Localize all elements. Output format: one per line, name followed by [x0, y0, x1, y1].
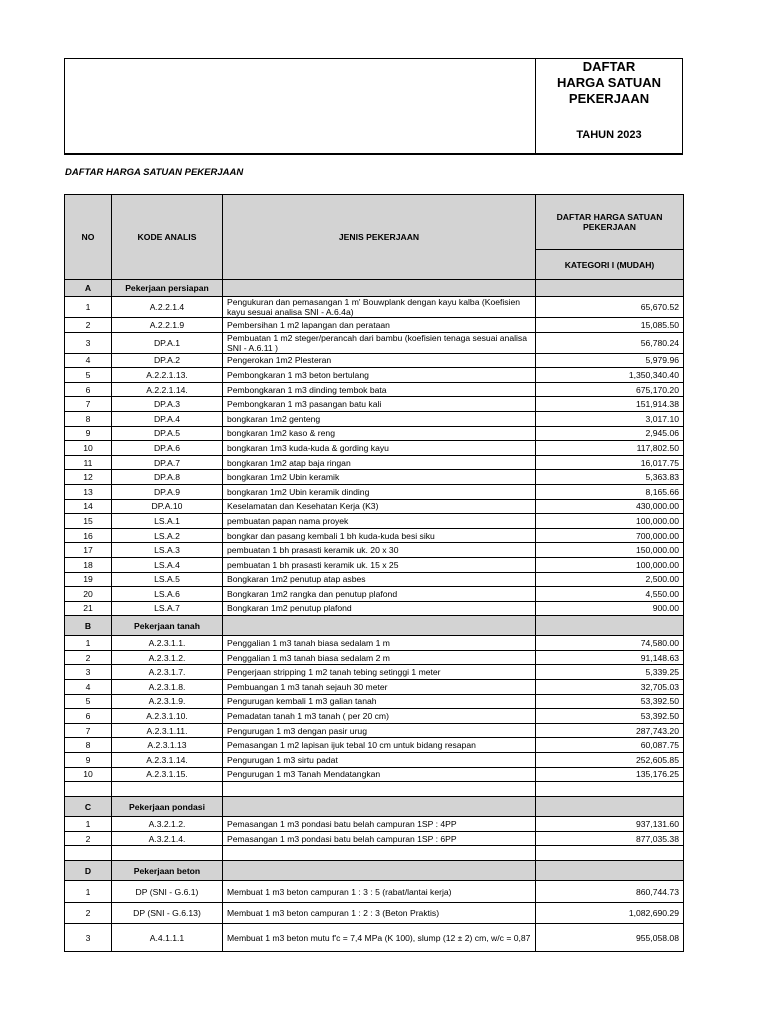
row-kode-analis: A.2.2.1.14.	[112, 382, 223, 397]
row-jenis-pekerjaan: pembuatan 1 bh prasasti keramik uk. 15 x 25	[223, 557, 536, 572]
table-row	[65, 297, 684, 318]
empty-cell	[112, 782, 223, 797]
row-harga: 900.00	[536, 601, 684, 616]
table-row	[65, 499, 684, 514]
row-kode-analis: LS.A.1	[112, 514, 223, 529]
table-row	[65, 572, 684, 587]
row-jenis-pekerjaan: bongkaran 1m2 Ubin keramik dinding	[223, 484, 536, 499]
table-row	[65, 723, 684, 738]
row-harga: 955,058.08	[536, 924, 684, 952]
row-jenis-pekerjaan: Penggalian 1 m3 tanah biasa sedalam 1 m	[223, 636, 536, 651]
row-harga: 2,945.06	[536, 426, 684, 441]
section-empty-cell	[536, 280, 684, 297]
table-row	[65, 709, 684, 724]
row-number: 1	[65, 636, 112, 651]
row-number: 2	[65, 903, 112, 924]
row-number: 17	[65, 543, 112, 558]
row-jenis-pekerjaan: Pengerokan 1m2 Plesteran	[223, 353, 536, 368]
row-jenis-pekerjaan: Bongkaran 1m2 penutup atap asbes	[223, 572, 536, 587]
row-kode-analis: DP.A.1	[112, 332, 223, 353]
row-jenis-pekerjaan: Pemasangan 1 m2 lapisan ijuk tebal 10 cm untuk bidang resapan	[223, 738, 536, 753]
row-jenis-pekerjaan: Bongkaran 1m2 rangka dan penutup plafond	[223, 587, 536, 602]
row-jenis-pekerjaan: Pengurugan 1 m3 sirtu padat	[223, 753, 536, 768]
section-empty-cell	[536, 616, 684, 636]
row-harga: 860,744.73	[536, 881, 684, 903]
row-harga: 32,705.03	[536, 680, 684, 695]
section-code: D	[65, 861, 112, 881]
row-number: 3	[65, 924, 112, 952]
row-harga: 287,743.20	[536, 723, 684, 738]
row-harga: 100,000.00	[536, 514, 684, 529]
row-jenis-pekerjaan: pembuatan papan nama proyek	[223, 514, 536, 529]
empty-cell	[223, 846, 536, 861]
table-row	[65, 332, 684, 353]
row-kode-analis: DP.A.10	[112, 499, 223, 514]
row-kode-analis: DP.A.5	[112, 426, 223, 441]
row-number: 2	[65, 318, 112, 333]
table-row	[65, 318, 684, 333]
document-subtitle: DAFTAR HARGA SATUAN PEKERJAAN	[65, 167, 244, 178]
section-empty-cell	[223, 616, 536, 636]
row-number: 11	[65, 455, 112, 470]
row-harga: 2,500.00	[536, 572, 684, 587]
row-harga: 151,914.38	[536, 397, 684, 412]
empty-cell	[65, 846, 112, 861]
row-jenis-pekerjaan: bongkaran 1m3 kuda-kuda & gording kayu	[223, 441, 536, 456]
row-number: 9	[65, 426, 112, 441]
row-harga: 430,000.00	[536, 499, 684, 514]
empty-cell	[112, 846, 223, 861]
row-jenis-pekerjaan: Pemasangan 1 m3 pondasi batu belah campuran 1SP : 4PP	[223, 817, 536, 832]
table-row	[65, 382, 684, 397]
row-number: 16	[65, 528, 112, 543]
col-header-no: NO	[65, 195, 112, 280]
row-harga: 16,017.75	[536, 455, 684, 470]
row-jenis-pekerjaan: Pemasangan 1 m3 pondasi batu belah campuran 1SP : 6PP	[223, 831, 536, 846]
row-harga: 700,000.00	[536, 528, 684, 543]
row-harga: 135,176.25	[536, 767, 684, 782]
row-jenis-pekerjaan: Pengurugan 1 m3 dengan pasir urug	[223, 723, 536, 738]
row-kode-analis: A.2.3.1.7.	[112, 665, 223, 680]
row-harga: 3,017.10	[536, 411, 684, 426]
table-row	[65, 738, 684, 753]
document-header-box	[64, 58, 683, 154]
row-jenis-pekerjaan: pembuatan 1 bh prasasti keramik uk. 20 x 30	[223, 543, 536, 558]
row-harga: 53,392.50	[536, 709, 684, 724]
table-row	[65, 411, 684, 426]
row-harga: 252,605.85	[536, 753, 684, 768]
col-header-kategori: KATEGORI I (MUDAH)	[536, 250, 684, 280]
row-kode-analis: LS.A.7	[112, 601, 223, 616]
row-number: 8	[65, 411, 112, 426]
row-kode-analis: A.2.2.1.9	[112, 318, 223, 333]
row-jenis-pekerjaan: bongkaran 1m2 kaso & reng	[223, 426, 536, 441]
row-harga: 5,363.83	[536, 470, 684, 485]
row-harga: 877,035.38	[536, 831, 684, 846]
row-harga: 65,670.52	[536, 297, 684, 318]
row-number: 5	[65, 368, 112, 383]
row-harga: 937,131.60	[536, 817, 684, 832]
row-number: 21	[65, 601, 112, 616]
row-kode-analis: A.2.3.1.13	[112, 738, 223, 753]
row-kode-analis: DP.A.9	[112, 484, 223, 499]
table-row	[65, 601, 684, 616]
row-number: 1	[65, 297, 112, 318]
row-kode-analis: DP.A.8	[112, 470, 223, 485]
col-header-jenis: JENIS PEKERJAAN	[223, 195, 536, 280]
row-harga: 4,550.00	[536, 587, 684, 602]
table-row	[65, 650, 684, 665]
row-harga: 5,339.25	[536, 665, 684, 680]
table-row	[65, 903, 684, 924]
row-jenis-pekerjaan: Bongkaran 1m2 penutup plafond	[223, 601, 536, 616]
header-year: TAHUN 2023	[576, 129, 642, 141]
row-jenis-pekerjaan: bongkar dan pasang kembali 1 bh kuda-kuda besi siku	[223, 528, 536, 543]
empty-cell	[536, 846, 684, 861]
row-kode-analis: LS.A.5	[112, 572, 223, 587]
spacer-row	[65, 782, 684, 797]
empty-cell	[65, 782, 112, 797]
row-number: 10	[65, 767, 112, 782]
row-harga: 5,979.96	[536, 353, 684, 368]
row-number: 6	[65, 709, 112, 724]
row-number: 7	[65, 397, 112, 412]
row-number: 4	[65, 680, 112, 695]
row-kode-analis: A.2.3.1.9.	[112, 694, 223, 709]
row-number: 1	[65, 817, 112, 832]
row-jenis-pekerjaan: Pembuatan 1 m2 steger/perancah dari bambu (koefisien tenaga sesuai analisa SNI - A.6.11 )	[223, 332, 536, 353]
row-kode-analis: DP (SNI - G.6.1)	[112, 881, 223, 903]
row-number: 18	[65, 557, 112, 572]
section-row	[65, 797, 684, 817]
row-kode-analis: A.2.3.1.14.	[112, 753, 223, 768]
spacer-row	[65, 846, 684, 861]
row-harga: 15,085.50	[536, 318, 684, 333]
table-row	[65, 426, 684, 441]
table-row	[65, 636, 684, 651]
row-kode-analis: DP.A.4	[112, 411, 223, 426]
table-row	[65, 484, 684, 499]
row-number: 5	[65, 694, 112, 709]
table-row	[65, 543, 684, 558]
row-kode-analis: A.3.2.1.4.	[112, 831, 223, 846]
row-number: 8	[65, 738, 112, 753]
row-number: 19	[65, 572, 112, 587]
row-jenis-pekerjaan: bongkaran 1m2 atap baja ringan	[223, 455, 536, 470]
section-code: C	[65, 797, 112, 817]
row-harga: 1,350,340.40	[536, 368, 684, 383]
section-title: Pekerjaan persiapan	[112, 280, 223, 297]
row-jenis-pekerjaan: Pengukuran dan pemasangan 1 m' Bouwplank dengan kayu kalba (Koefisien kayu sesuai analisa SNI - A.6.4a)	[223, 297, 536, 318]
row-harga: 74,580.00	[536, 636, 684, 651]
row-jenis-pekerjaan: bongkaran 1m2 genteng	[223, 411, 536, 426]
table-row	[65, 767, 684, 782]
table-row	[65, 455, 684, 470]
row-jenis-pekerjaan: Membuat 1 m3 beton campuran 1 : 2 : 3 (Beton Praktis)	[223, 903, 536, 924]
table-row	[65, 694, 684, 709]
row-harga: 60,087.75	[536, 738, 684, 753]
table-row	[65, 753, 684, 768]
section-empty-cell	[536, 797, 684, 817]
row-number: 9	[65, 753, 112, 768]
table-row	[65, 587, 684, 602]
empty-cell	[223, 782, 536, 797]
row-jenis-pekerjaan: Pembuangan 1 m3 tanah sejauh 30 meter	[223, 680, 536, 695]
row-number: 4	[65, 353, 112, 368]
table-row	[65, 441, 684, 456]
row-jenis-pekerjaan: Pembongkaran 1 m3 beton bertulang	[223, 368, 536, 383]
row-jenis-pekerjaan: Pengerjaan stripping 1 m2 tanah tebing setinggi 1 meter	[223, 665, 536, 680]
row-kode-analis: A.2.3.1.15.	[112, 767, 223, 782]
header-title	[536, 59, 682, 107]
row-kode-analis: DP.A.2	[112, 353, 223, 368]
table-row	[65, 924, 684, 952]
col-header-kode: KODE ANALIS	[112, 195, 223, 280]
header-title-line1: DAFTAR	[582, 59, 636, 74]
table-row	[65, 680, 684, 695]
empty-cell	[536, 782, 684, 797]
table-row	[65, 665, 684, 680]
row-jenis-pekerjaan: Pengurugan 1 m3 Tanah Mendatangkan	[223, 767, 536, 782]
header-title-line3: PEKERJAAN	[568, 91, 650, 106]
row-number: 12	[65, 470, 112, 485]
table-row	[65, 528, 684, 543]
price-table	[64, 194, 684, 952]
row-number: 7	[65, 723, 112, 738]
row-kode-analis: A.2.2.1.4	[112, 297, 223, 318]
section-empty-cell	[223, 280, 536, 297]
row-harga: 117,802.50	[536, 441, 684, 456]
row-kode-analis: A.4.1.1.1	[112, 924, 223, 952]
row-harga: 675,170.20	[536, 382, 684, 397]
row-number: 10	[65, 441, 112, 456]
section-code: A	[65, 280, 112, 297]
row-number: 6	[65, 382, 112, 397]
table-row	[65, 470, 684, 485]
row-kode-analis: A.2.3.1.8.	[112, 680, 223, 695]
row-jenis-pekerjaan: Pengurugan kembali 1 m3 galian tanah	[223, 694, 536, 709]
section-empty-cell	[223, 797, 536, 817]
row-jenis-pekerjaan: Penggalian 1 m3 tanah biasa sedalam 2 m	[223, 650, 536, 665]
row-harga: 1,082,690.29	[536, 903, 684, 924]
row-jenis-pekerjaan: bongkaran 1m2 Ubin keramik	[223, 470, 536, 485]
section-title: Pekerjaan beton	[112, 861, 223, 881]
row-kode-analis: A.2.3.1.10.	[112, 709, 223, 724]
row-harga: 53,392.50	[536, 694, 684, 709]
row-number: 1	[65, 881, 112, 903]
table-row	[65, 368, 684, 383]
row-jenis-pekerjaan: Membuat 1 m3 beton campuran 1 : 3 : 5 (rabat/lantai kerja)	[223, 881, 536, 903]
section-title: Pekerjaan pondasi	[112, 797, 223, 817]
table-row	[65, 817, 684, 832]
row-harga: 56,780.24	[536, 332, 684, 353]
table-row	[65, 397, 684, 412]
row-kode-analis: A.2.2.1.13.	[112, 368, 223, 383]
table-row	[65, 831, 684, 846]
row-jenis-pekerjaan: Pembongkaran 1 m3 pasangan batu kali	[223, 397, 536, 412]
row-number: 2	[65, 650, 112, 665]
row-jenis-pekerjaan: Pemadatan tanah 1 m3 tanah ( per 20 cm)	[223, 709, 536, 724]
row-kode-analis: DP (SNI - G.6.13)	[112, 903, 223, 924]
row-number: 15	[65, 514, 112, 529]
row-number: 13	[65, 484, 112, 499]
row-harga: 100,000.00	[536, 557, 684, 572]
row-number: 20	[65, 587, 112, 602]
row-kode-analis: LS.A.4	[112, 557, 223, 572]
section-code: B	[65, 616, 112, 636]
row-harga: 150,000.00	[536, 543, 684, 558]
row-kode-analis: A.2.3.1.11.	[112, 723, 223, 738]
section-row	[65, 861, 684, 881]
row-kode-analis: A.3.2.1.2.	[112, 817, 223, 832]
row-kode-analis: A.2.3.1.2.	[112, 650, 223, 665]
table-body	[65, 280, 684, 952]
row-kode-analis: LS.A.6	[112, 587, 223, 602]
section-row	[65, 280, 684, 297]
row-number: 3	[65, 332, 112, 353]
row-kode-analis: LS.A.3	[112, 543, 223, 558]
header-title-line2: HARGA SATUAN	[557, 75, 661, 90]
table-row	[65, 881, 684, 903]
row-jenis-pekerjaan: Keselamatan dan Kesehatan Kerja (K3)	[223, 499, 536, 514]
row-jenis-pekerjaan: Pembongkaran 1 m3 dinding tembok bata	[223, 382, 536, 397]
row-kode-analis: DP.A.6	[112, 441, 223, 456]
row-kode-analis: LS.A.2	[112, 528, 223, 543]
row-jenis-pekerjaan: Pembersihan 1 m2 lapangan dan perataan	[223, 318, 536, 333]
row-number: 14	[65, 499, 112, 514]
row-kode-analis: DP.A.3	[112, 397, 223, 412]
row-jenis-pekerjaan: Membuat 1 m3 beton mutu f'c = 7,4 MPa (K 100), slump (12 ± 2) cm, w/c = 0,87	[223, 924, 536, 952]
section-empty-cell	[536, 861, 684, 881]
table-row	[65, 557, 684, 572]
row-harga: 8,165.66	[536, 484, 684, 499]
row-kode-analis: DP.A.7	[112, 455, 223, 470]
row-number: 2	[65, 831, 112, 846]
table-row	[65, 353, 684, 368]
section-title: Pekerjaan tanah	[112, 616, 223, 636]
col-header-daftar: DAFTAR HARGA SATUAN PEKERJAAN	[536, 195, 684, 250]
row-kode-analis: A.2.3.1.1.	[112, 636, 223, 651]
section-row	[65, 616, 684, 636]
row-harga: 91,148.63	[536, 650, 684, 665]
table-row	[65, 514, 684, 529]
section-empty-cell	[223, 861, 536, 881]
row-number: 3	[65, 665, 112, 680]
